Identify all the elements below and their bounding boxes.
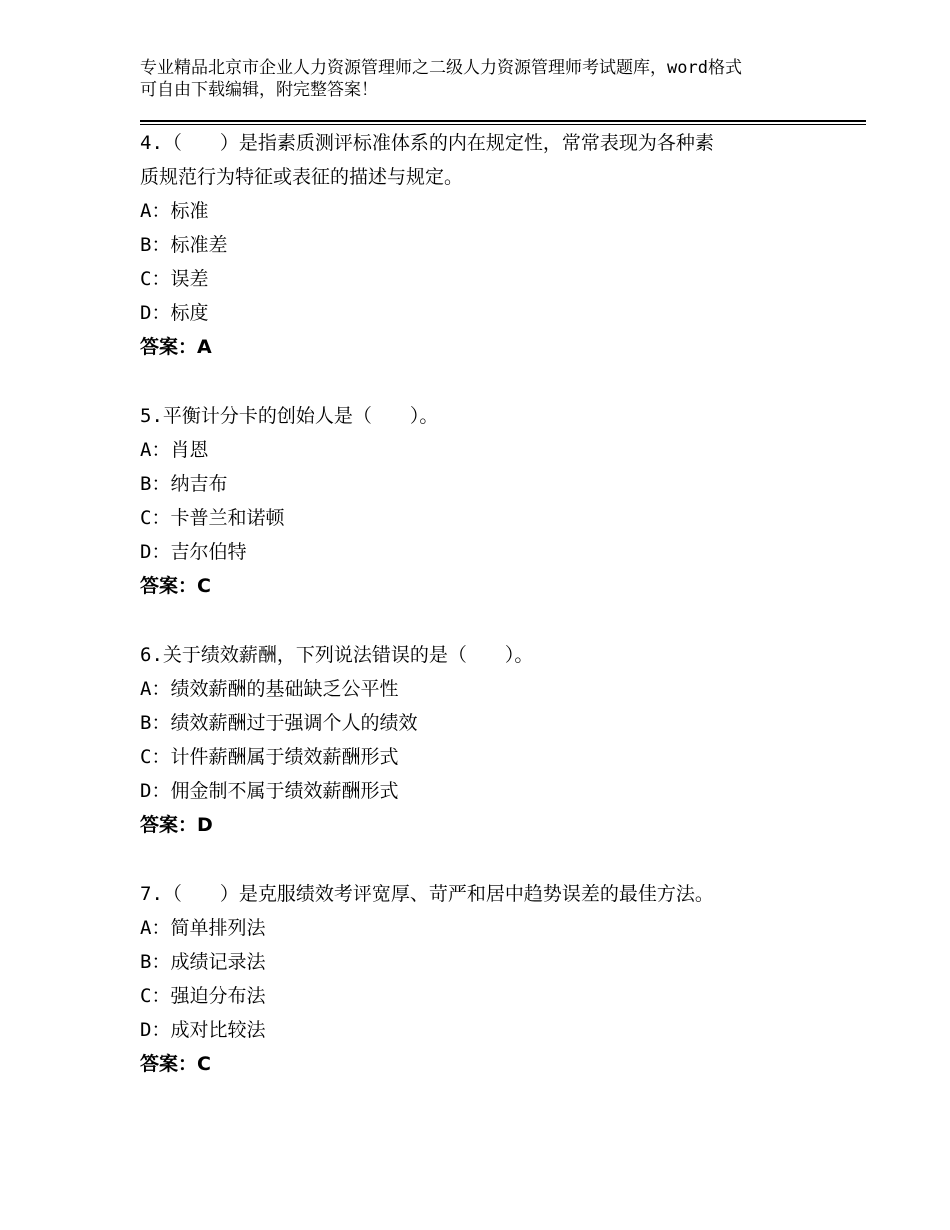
- question-stem-continued: 质规范行为特征或表征的描述与规定。: [140, 166, 464, 188]
- question-stem: 6.关于绩效薪酬，下列说法错误的是（ ）。: [140, 644, 534, 666]
- option-a: A：肖恩: [140, 439, 209, 461]
- header-line-2: 可自由下载编辑，附完整答案！: [140, 80, 378, 100]
- document-header: [140, 57, 840, 101]
- option-c: C：卡普兰和诺顿: [140, 507, 285, 529]
- question-6: [140, 638, 840, 842]
- answer: 答案：C: [140, 575, 211, 597]
- header-rule-thick: [140, 120, 866, 122]
- option-a: A：简单排列法: [140, 917, 266, 939]
- option-d: D：佣金制不属于绩效薪酬形式: [140, 780, 399, 802]
- option-d: D：标度: [140, 302, 209, 324]
- option-d: D：成对比较法: [140, 1019, 266, 1041]
- answer: 答案：C: [140, 1053, 211, 1075]
- question-5: [140, 399, 840, 603]
- option-c: C：计件薪酬属于绩效薪酬形式: [140, 746, 399, 768]
- question-4: [140, 126, 840, 364]
- question-stem: 4.（ ）是指素质测评标准体系的内在规定性，常常表现为各种素: [140, 132, 714, 154]
- option-a: A：标准: [140, 200, 209, 222]
- option-c: C：误差: [140, 268, 209, 290]
- header-rule-thin: [140, 124, 866, 125]
- option-b: B：成绩记录法: [140, 951, 266, 973]
- option-b: B：纳吉布: [140, 473, 228, 495]
- question-stem: 7.（ ）是克服绩效考评宽厚、苛严和居中趋势误差的最佳方法。: [140, 883, 714, 905]
- answer: 答案：A: [140, 336, 212, 358]
- question-7: [140, 877, 840, 1081]
- option-b: B：标准差: [140, 234, 228, 256]
- option-a: A：绩效薪酬的基础缺乏公平性: [140, 678, 399, 700]
- option-c: C：强迫分布法: [140, 985, 266, 1007]
- question-stem: 5.平衡计分卡的创始人是（ ）。: [140, 405, 439, 427]
- option-b: B：绩效薪酬过于强调个人的绩效: [140, 712, 418, 734]
- answer: 答案：D: [140, 814, 213, 836]
- option-d: D：吉尔伯特: [140, 541, 247, 563]
- header-line-1: 专业精品北京市企业人力资源管理师之二级人力资源管理师考试题库，word格式: [140, 58, 742, 78]
